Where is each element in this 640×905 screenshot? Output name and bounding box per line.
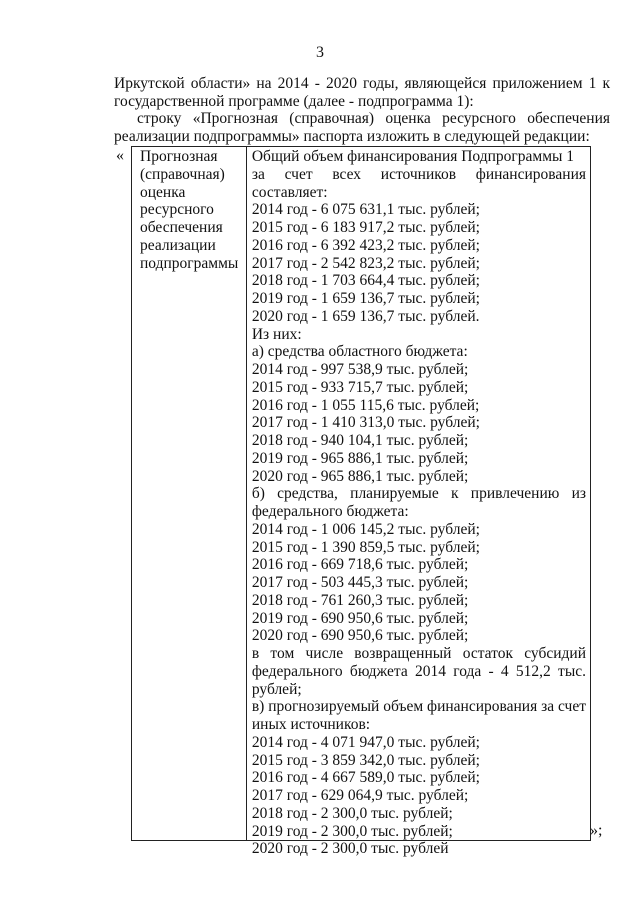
total-year-line: 2017 год - 2 542 823,2 тыс. рублей; — [251, 254, 480, 272]
federal-note-line: в том числе возвращенный остаток субсидий — [251, 645, 586, 662]
federal-year-line: 2019 год - 690 950,6 тыс. рублей; — [251, 609, 469, 627]
federal-year-line: 2016 год - 669 718,6 тыс. рублей; — [251, 556, 469, 574]
federal-year-line: 2020 год - 690 950,6 тыс. рублей; — [251, 627, 469, 645]
total-year-line: 2020 год - 1 659 136,7 тыс. рублей. — [251, 307, 480, 325]
intro-line: строку «Прогнозная (справочная) оценка ресурсного обеспечения — [137, 110, 610, 127]
page-number: 3 — [316, 44, 324, 61]
row-label-line: оценка — [140, 183, 186, 201]
regional-year-line: 2015 год - 933 715,7 тыс. рублей; — [251, 378, 469, 396]
row-label-line: ресурсного — [140, 201, 214, 219]
open-quote: « — [116, 147, 124, 164]
intro-line: государственной программе (далее - подпрограмма 1): — [114, 92, 474, 110]
federal-year-line: 2018 год - 761 260,3 тыс. рублей; — [251, 591, 469, 609]
total-header-line: составляет: — [251, 183, 328, 201]
row-label-line: подпрограммы — [140, 254, 239, 272]
total-year-line: 2015 год - 6 183 917,2 тыс. рублей; — [251, 219, 480, 236]
federal-note-line: рублей; — [251, 680, 302, 698]
other-year-line: 2014 год - 4 071 947,0 тыс. рублей; — [251, 733, 480, 751]
close-quote: »; — [590, 822, 603, 839]
other-year-line: 2016 год - 4 667 589,0 тыс. рублей; — [251, 769, 480, 787]
total-header-line: Общий объем финансирования Подпрограммы 1 — [251, 148, 575, 165]
row-label-line: Прогнозная — [140, 148, 218, 165]
federal-note-line: федерального бюджета 2014 года - 4 512,2 тыс. — [251, 662, 586, 680]
federal-year-line: 2017 год - 503 445,3 тыс. рублей; — [251, 574, 469, 591]
row-label-cell — [132, 147, 247, 840]
other-year-line: 2018 год - 2 300,0 тыс. рублей; — [251, 804, 453, 822]
regional-year-line: 2014 год - 997 538,9 тыс. рублей; — [251, 361, 469, 378]
total-year-line: 2016 год - 6 392 423,2 тыс. рублей; — [251, 236, 480, 254]
other-year-line: 2015 год - 3 859 342,0 тыс. рублей; — [251, 751, 480, 769]
row-label-line: реализации — [140, 236, 216, 254]
row-label-line: (справочная) — [140, 165, 225, 183]
other-year-line: 2020 год - 2 300,0 тыс. рублей — [251, 840, 449, 858]
intro-line: реализации подпрограммы» паспорта изложить в следующей редакции: — [114, 127, 590, 145]
intro-line: Иркутской области» на 2014 - 2020 годы, являющейся приложением 1 к — [114, 75, 610, 92]
regional-year-line: 2016 год - 1 055 115,6 тыс. рублей; — [251, 396, 480, 414]
row-value-cell — [247, 147, 590, 858]
row-label-line: обеспечения — [140, 219, 223, 236]
passport-table — [131, 146, 591, 858]
federal-year-line: 2015 год - 1 390 859,5 тыс. рублей; — [251, 538, 480, 556]
intro-paragraph — [114, 75, 610, 145]
other-year-line: 2017 год - 629 064,9 тыс. рублей; — [251, 787, 469, 804]
total-header-line: за счет всех источников финансирования — [251, 165, 586, 183]
of-them-label: Из них: — [251, 325, 302, 343]
regional-year-line: 2020 год - 965 886,1 тыс. рублей; — [251, 467, 469, 485]
total-year-line: 2018 год - 1 703 664,4 тыс. рублей; — [251, 272, 480, 290]
federal-header-line: б) средства, планируемые к привлечению из — [251, 485, 586, 503]
federal-header-line: федерального бюджета: — [251, 503, 409, 520]
regional-year-line: 2018 год - 940 104,1 тыс. рублей; — [251, 432, 469, 449]
other-year-line: 2019 год - 2 300,0 тыс. рублей; — [251, 822, 453, 840]
total-year-line: 2014 год - 6 075 631,1 тыс. рублей; — [251, 201, 480, 219]
other-header-line: в) прогнозируемый объем финансирования за счет — [251, 698, 586, 716]
regional-year-line: 2019 год - 965 886,1 тыс. рублей; — [251, 449, 469, 467]
regional-header: а) средства областного бюджета: — [251, 343, 468, 361]
regional-year-line: 2017 год - 1 410 313,0 тыс. рублей; — [251, 414, 480, 432]
federal-year-line: 2014 год - 1 006 145,2 тыс. рублей; — [251, 520, 480, 538]
total-year-line: 2019 год - 1 659 136,7 тыс. рублей; — [251, 290, 480, 307]
other-header-line: иных источников: — [251, 716, 371, 733]
